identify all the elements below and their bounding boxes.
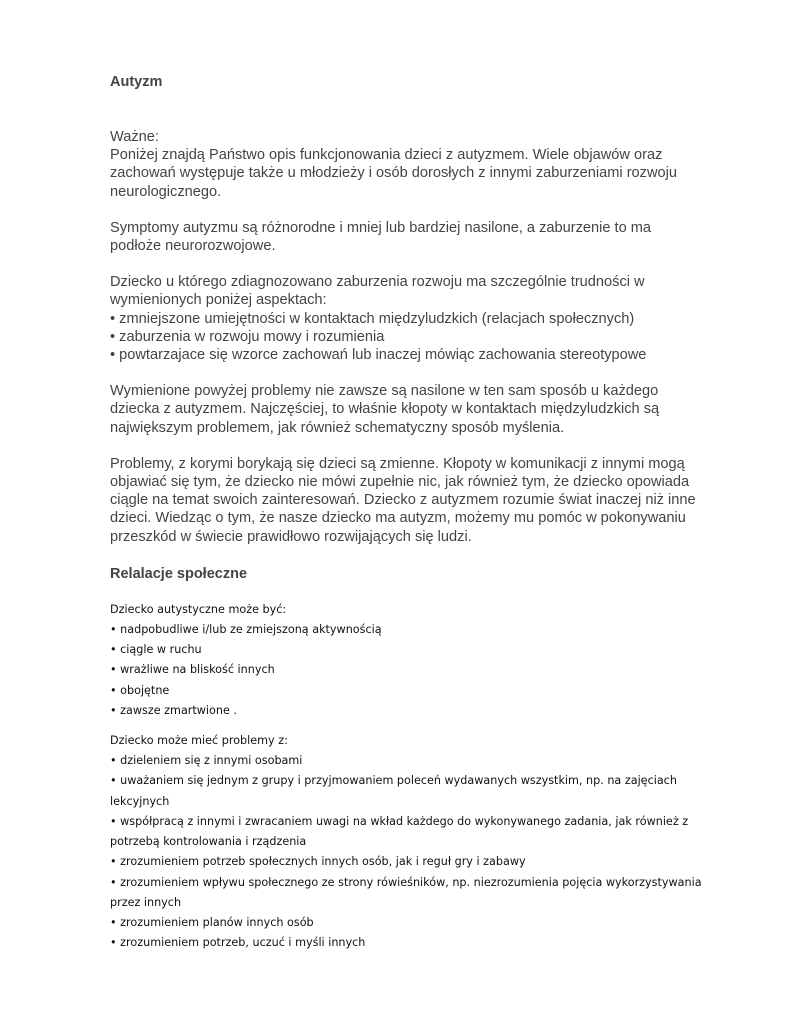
aspects-bullet: • powtarzajace się wzorce zachowań lub inaczej mówiąc zachowania stereotypowe (110, 347, 647, 364)
intro-paragraph (110, 128, 750, 201)
severity-line: Wymienione powyżej problemy nie zawsze są nasilone w ten sam sposób u każdego (110, 383, 659, 400)
problems-with-item: • uważaniem się jednym z grupy i przyjmowaniem poleceń wydawanych wszystkim, np. na zajęciach (110, 774, 677, 788)
symptoms-paragraph (110, 219, 750, 255)
page-title: Autyzm (110, 74, 163, 90)
problems-line: objawiać się tym, że dziecko nie mówi zupełnie nic, jak również tym, że dziecko opowiada (110, 474, 690, 491)
intro-line: zachowań występuje także u młodzieży i osób dorosłych z innymi zaburzeniami rozwoju (110, 165, 677, 182)
can-be-item: • wrażliwe na bliskość innych (110, 663, 275, 677)
aspects-bullet: • zaburzenia w rozwoju mowy i rozumienia (110, 328, 385, 345)
problems-with-item: • zrozumieniem potrzeb, uczuć i myśli innych (110, 936, 366, 950)
can-be-item: • zawsze zmartwione . (110, 703, 237, 717)
problems-with-item: • zrozumieniem potrzeb społecznych innych osób, jak i reguł gry i zabawy (110, 855, 526, 869)
symptoms-line: podłoże neurorozwojowe. (110, 238, 276, 255)
severity-line: największym problemem, jak również schematyczny sposób myślenia. (110, 419, 565, 436)
problems-paragraph (110, 455, 750, 546)
section-heading-social: Relalacje społeczne (110, 565, 248, 582)
problems-with-intro: Dziecko może mieć problemy z: (110, 734, 288, 748)
problems-with-item: • zrozumieniem wpływu społecznego ze strony rówieśników, np. niezrozumienia pojęcia wykorzystywania (110, 875, 702, 889)
aspects-paragraph (110, 273, 750, 364)
problems-with-item: przez innych (110, 895, 182, 909)
severity-paragraph (110, 382, 750, 437)
severity-line: dziecka z autyzmem. Najczęściej, to właśnie kłopoty w kontaktach międzyludzkich są (110, 401, 660, 418)
intro-line: Poniżej znajdą Państwo opis funkcjonowania dzieci z autyzmem. Wiele objawów oraz (110, 147, 663, 164)
problems-with-item: • dzieleniem się z innymi osobami (110, 754, 303, 768)
aspects-line: wymienionych poniżej aspektach: (110, 292, 327, 309)
document-page (110, 72, 750, 953)
aspects-line: Dziecko u którego zdiagnozowano zaburzenia rozwoju ma szczególnie trudności w (110, 274, 645, 291)
problems-line: dzieci. Wiedząc o tym, że nasze dziecko ma autyzm, możemy mu pomóc w pokonywaniu (110, 510, 686, 527)
problems-with-list (110, 731, 750, 953)
problems-line: ciągle na temat swoich zainteresowań. Dziecko z autyzmem rozumie świat inaczej niż inne (110, 492, 696, 509)
can-be-list (110, 600, 750, 721)
can-be-intro: Dziecko autystyczne może być: (110, 602, 287, 616)
intro-line: neurologicznego. (110, 183, 222, 200)
symptoms-line: Symptomy autyzmu są różnorodne i mniej lub bardziej nasilone, a zaburzenie to ma (110, 219, 652, 236)
can-be-item: • ciągle w ruchu (110, 643, 202, 657)
problems-with-item: • współpracą z innymi i zwracaniem uwagi na wkład każdego do wykonywanego zadania, jak również z (110, 814, 689, 828)
problems-line: Problemy, z korymi borykają się dzieci są zmienne. Kłopoty w komunikacji z innymi mogą (110, 455, 685, 472)
can-be-item: • nadpobudliwe i/lub ze zmiejszoną aktywnością (110, 623, 382, 637)
problems-line: przeszkód w świecie prawidłowo rozwijających się ludzi. (110, 528, 472, 545)
intro-label: Ważne: (110, 129, 159, 145)
can-be-item: • obojętne (110, 683, 170, 697)
problems-with-item: • zrozumieniem planów innych osób (110, 915, 314, 929)
problems-with-item: lekcyjnych (110, 794, 170, 808)
problems-with-item: potrzebą kontrolowania i rządzenia (110, 835, 307, 849)
aspects-bullet: • zmniejszone umiejętności w kontaktach międzyludzkich (relacjach społecznych) (110, 310, 635, 327)
